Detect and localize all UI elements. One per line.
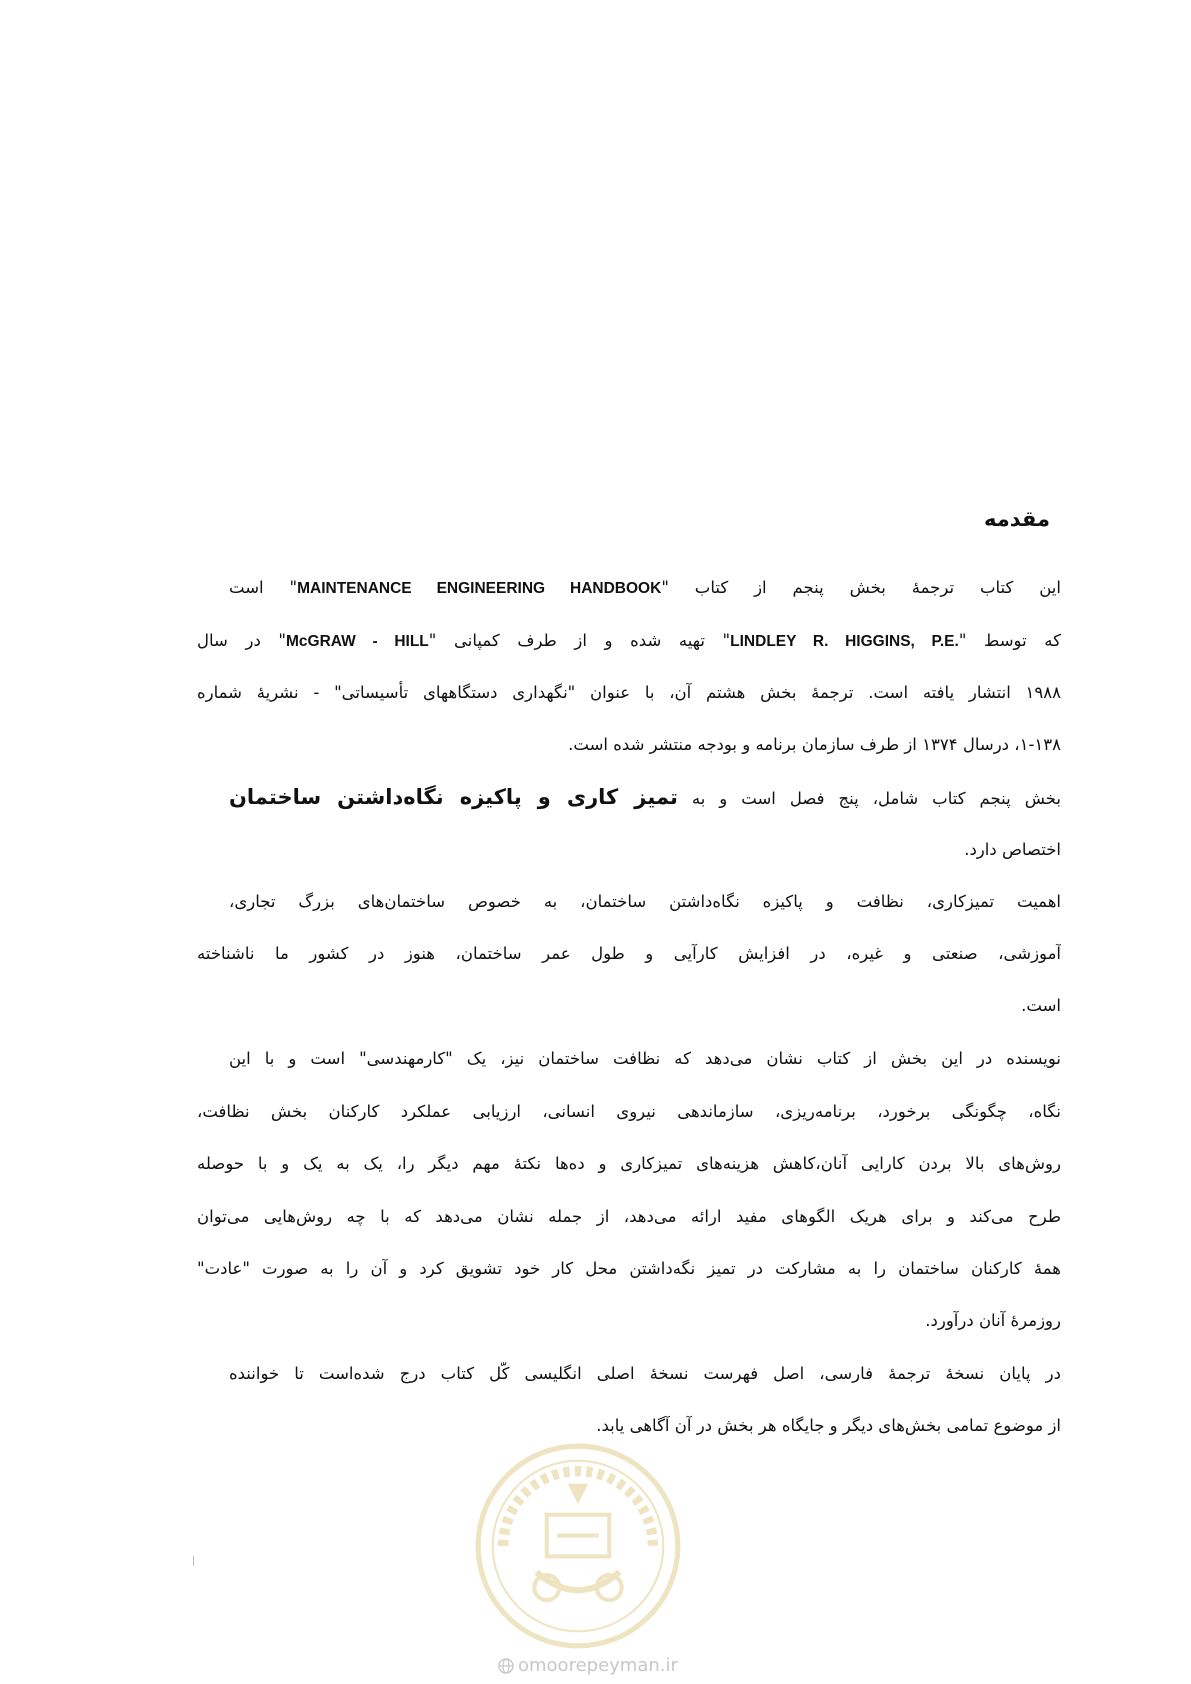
footer-watermark-text: omoorepeyman.ir [518, 1655, 678, 1676]
text-run: این کتاب ترجمهٔ بخش پنجم از کتاب " [661, 578, 1061, 597]
paragraph-2-line-2: اختصاص دارد. [964, 840, 1061, 859]
paragraph-5-line-1: در پایان نسخهٔ ترجمهٔ فارسی، اصل فهرست نسخهٔ اصلی انگلیسی کّل کتاب درج شده‌است تا خواننده [229, 1364, 1061, 1383]
globe-icon [498, 1658, 514, 1674]
paragraph-4-line-4: طرح می‌کند و برای هریک الگوهای مفید ارائه می‌دهد، از جمله نشان می‌دهد که با چه روش‌هایی می‌توان [197, 1207, 1061, 1226]
author-name-latin: LINDLEY R. HIGGINS, P.E. [730, 633, 959, 650]
text-run: بخش پنجم کتاب شامل، پنج فصل است و به [677, 789, 1061, 808]
paragraph-3-line-3: است. [1021, 996, 1061, 1015]
paragraph-1-line-1 [229, 576, 1061, 601]
paragraph-4-line-5: همهٔ کارکنان ساختمان را به مشارکت در تمیز نگه‌داشتن محل کار خود تشویق کرد و آن را به صورت "عادت" [197, 1259, 1061, 1278]
paragraph-2-line-1 [229, 785, 1061, 811]
paragraph-1-line-4: ۱-۱۳۸، درسال ۱۳۷۴ از طرف سازمان برنامه و بودجه منتشر شده است. [568, 735, 1061, 754]
book-title-latin: MAINTENANCE ENGINEERING HANDBOOK [297, 580, 662, 597]
paragraph-3-line-1: اهمیت تمیزکاری، نظافت و پاکیزه نگاه‌داشتن ساختمان، به خصوص ساختمان‌های بزرگ تجاری، [229, 892, 1061, 911]
text-run: " در سال [197, 631, 287, 650]
paragraph-5-line-2: از موضوع تمامی بخش‌های دیگر و جایگاه هر بخش در آن آگاهی یابد. [596, 1416, 1061, 1435]
paragraph-3-line-2: آموزشی، صنعتی و غیره، در افزایش کارآیی و طول عمر ساختمان، هنوز در کشور ما ناشناخته [197, 944, 1061, 963]
text-run: که توسط " [958, 631, 1061, 650]
text-run: " تهیه شده و از طرف کمپانی " [428, 631, 731, 650]
page-heading: مقدمه [984, 507, 1050, 531]
logo-seal-icon [474, 1442, 682, 1650]
paragraph-1-line-3: ۱۹۸۸ انتشار یافته است. ترجمهٔ بخش هشتم آن، با عنوان "نگهداری دستگاههای تأسیساتی" - نشریهٔ شماره [197, 683, 1061, 702]
text-run: " است [229, 578, 298, 597]
emphasized-topic: تمیز کاری و پاکیزه نگاه‌داشتن ساختمان [229, 785, 678, 809]
paragraph-4-line-1: نویسنده در این بخش از کتاب نشان می‌دهد که نظافت ساختمان نیز، یک "کارمهندسی" است و با این [229, 1049, 1061, 1068]
paragraph-4-line-6: روزمرهٔ آنان درآورد. [925, 1311, 1061, 1330]
paragraph-4-line-2: نگاه، چگونگی برخورد، برنامه‌ریزی، سازماندهی نیروی انسانی، ارزیابی عملکرد کارکنان بخش نظافت، [197, 1102, 1061, 1121]
publisher-name-latin: McGRAW - HILL [286, 633, 429, 650]
paragraph-1-line-2 [197, 629, 1061, 654]
footer-watermark [498, 1655, 678, 1676]
margin-mark [193, 1556, 194, 1566]
paragraph-4-line-3: روش‌های بالا بردن کارایی آنان،کاهش هزینه‌های تمیزکاری و ده‌ها نکتهٔ مهم دیگر را، یک به یک و با حوصله [197, 1154, 1061, 1173]
